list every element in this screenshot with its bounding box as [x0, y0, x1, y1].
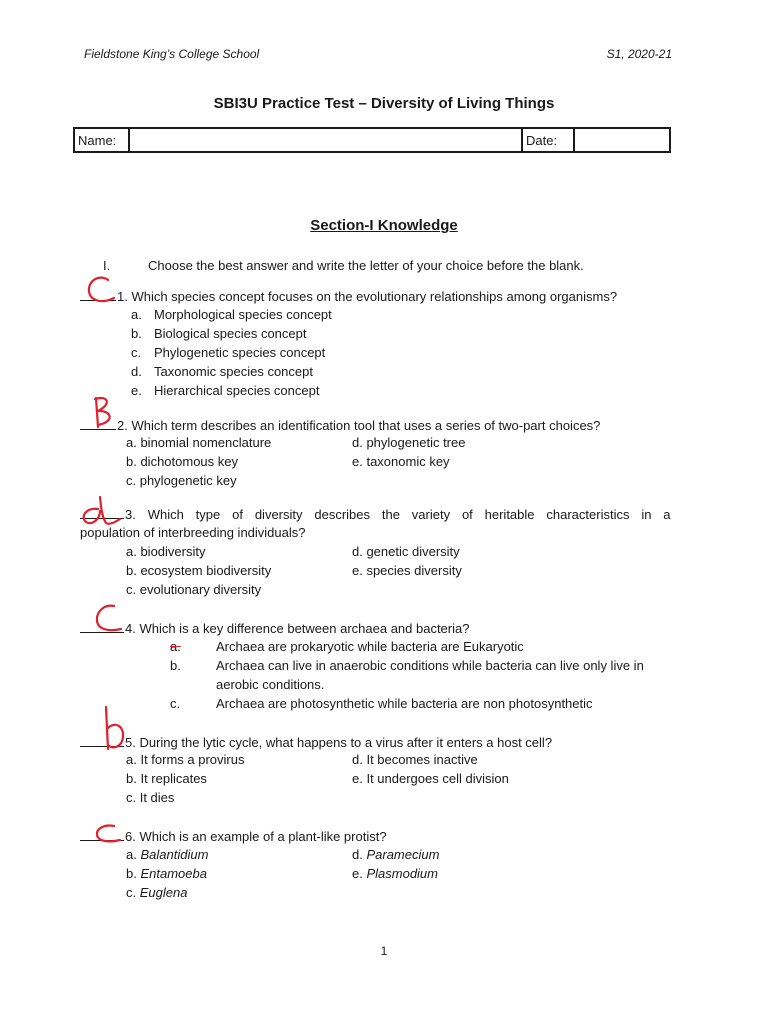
name-date-table	[73, 127, 671, 153]
option-a: a. It forms a provirus	[126, 752, 245, 767]
option-c: c. It dies	[126, 790, 175, 805]
option-text: Archaea are photosynthetic while bacteria are non photosynthetic	[216, 696, 593, 711]
question-6	[80, 828, 387, 844]
question-stem: 4. Which is a key difference between archaea and bacteria?	[125, 621, 470, 636]
option-b: b. dichotomous key	[126, 454, 239, 469]
option-text: Taxonomic species concept	[154, 364, 313, 379]
option-b: b. It replicates	[126, 771, 207, 786]
handwritten-answer-2	[88, 394, 118, 430]
term-label: S1, 2020-21	[606, 47, 672, 61]
option-e: e. It undergoes cell division	[352, 771, 509, 786]
option-letter: c.	[131, 345, 142, 360]
date-field[interactable]	[574, 128, 670, 152]
question-stem: 1. Which species concept focuses on the evolutionary relationships among organisms?	[117, 289, 618, 304]
option-c: c. phylogenetic key	[126, 473, 237, 488]
option-letter: d.	[131, 364, 142, 379]
page-number: 1	[380, 944, 388, 958]
question-3	[80, 506, 671, 522]
option-a: a. Balantidium	[126, 847, 209, 862]
date-label: Date:	[522, 128, 574, 152]
option-letter: a.	[131, 307, 142, 322]
handwritten-answer-6	[90, 823, 124, 845]
option-text: Archaea are prokaryotic while bacteria are Eukaryotic	[216, 639, 524, 654]
question-stem: 3. Which type of diversity describes the variety of heritable characteristics in a	[125, 507, 671, 522]
option-b: b. Entamoeba	[126, 866, 207, 881]
instruction-text: Choose the best answer and write the letter of your choice before the blank.	[148, 258, 584, 273]
option-letter: b.	[170, 658, 181, 673]
option-letter: c.	[170, 696, 181, 711]
name-field[interactable]	[129, 128, 522, 152]
option-c: c. Euglena	[126, 885, 188, 900]
question-stem-line-2: population of interbreeding individuals?	[80, 525, 306, 540]
section-heading: Section-I Knowledge	[310, 217, 458, 234]
question-5	[80, 734, 552, 750]
option-e: e. taxonomic key	[352, 454, 450, 469]
option-text: Biological species concept	[154, 326, 307, 341]
question-2	[80, 417, 600, 433]
question-stem-line-1	[80, 506, 671, 522]
option-e: e. Plasmodium	[352, 866, 438, 881]
handwritten-answer-5	[96, 705, 130, 751]
school-name: Fieldstone King’s College School	[84, 47, 260, 61]
option-text: Morphological species concept	[154, 307, 332, 322]
question-1	[80, 288, 617, 304]
question-stem: 6. Which is an example of a plant-like protist?	[125, 829, 387, 844]
option-text: Phylogenetic species concept	[154, 345, 326, 360]
option-text: Hierarchical species concept	[154, 383, 320, 398]
handwritten-answer-3	[78, 495, 122, 527]
option-a: a. biodiversity	[126, 544, 206, 559]
handwritten-answer-1	[82, 274, 122, 306]
option-d: d. phylogenetic tree	[352, 435, 466, 450]
option-a: a. binomial nomenclature	[126, 435, 272, 450]
option-letter: e.	[131, 383, 142, 398]
name-label: Name:	[74, 128, 129, 152]
instruction-number: I.	[103, 258, 111, 273]
option-d: d. It becomes inactive	[352, 752, 478, 767]
test-title: SBI3U Practice Test – Diversity of Living Things	[213, 95, 555, 112]
option-d: d. genetic diversity	[352, 544, 460, 559]
question-4	[80, 620, 469, 636]
question-stem: 2. Which term describes an identification tool that uses a series of two-part choices?	[117, 418, 601, 433]
option-text: Archaea can live in anaerobic conditions while bacteria can live only live in	[216, 658, 644, 673]
option-b: b. ecosystem biodiversity	[126, 563, 272, 578]
option-e: e. species diversity	[352, 563, 462, 578]
option-letter: b.	[131, 326, 142, 341]
option-text-continued: aerobic conditions.	[216, 677, 325, 692]
option-letter-struck: a.	[170, 639, 181, 654]
option-c: c. evolutionary diversity	[126, 582, 262, 597]
question-stem: 5. During the lytic cycle, what happens to a virus after it enters a host cell?	[125, 735, 553, 750]
handwritten-answer-4	[88, 602, 126, 634]
option-d: d. Paramecium	[352, 847, 440, 862]
